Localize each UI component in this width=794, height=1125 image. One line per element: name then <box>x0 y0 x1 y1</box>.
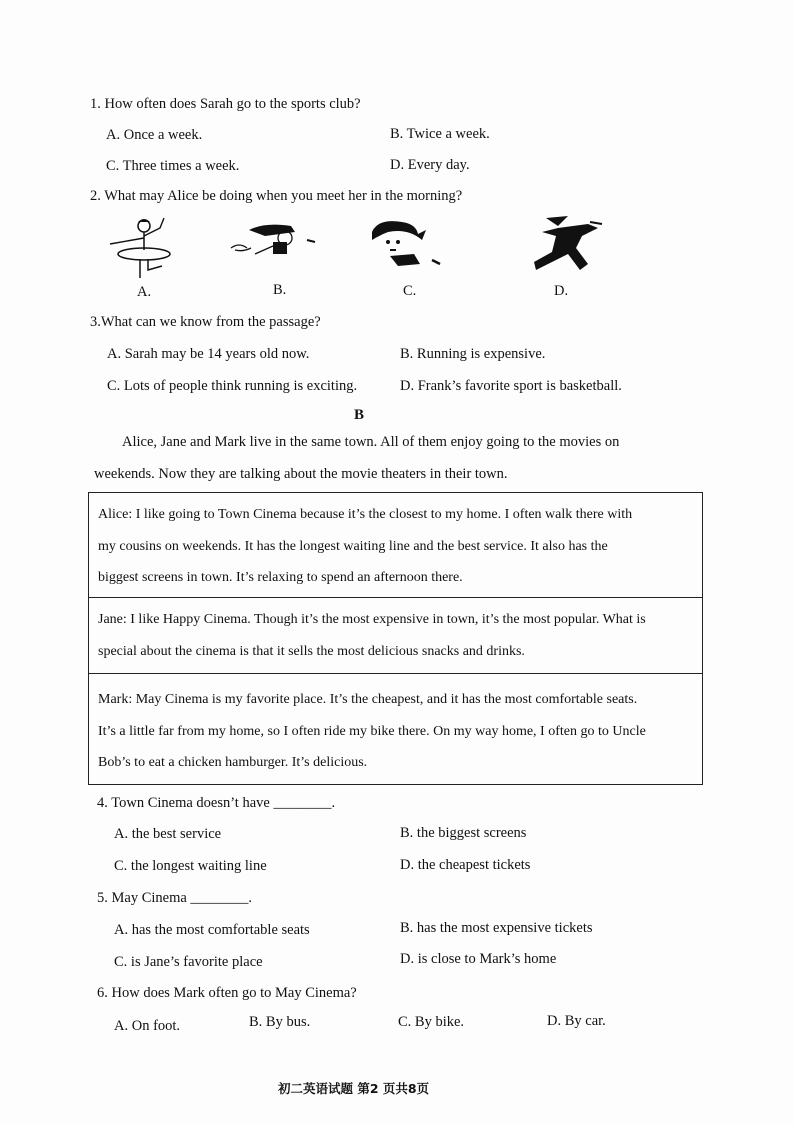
q2-picture-label-c: C. <box>403 283 417 299</box>
kung-fu-fighter-icon <box>528 214 608 274</box>
q6-option-c: C. By bike. <box>398 1014 465 1030</box>
question-text: May Cinema ________. <box>111 890 253 906</box>
q1-option-d: D. Every day. <box>390 157 470 173</box>
page-footer: 初二英语试题 第2 页共8页 <box>278 1081 430 1096</box>
question-5 <box>97 890 252 907</box>
intro-line-2: weekends. Now they are talking about the movie theaters in their town. <box>94 466 508 482</box>
question-number: 4. <box>97 795 108 811</box>
question-number: 3. <box>90 314 101 330</box>
mark-line: It’s a little far from my home, so I often ride my bike there. On my way home, I often go to Uncle <box>98 723 646 739</box>
q3-option-b: B. Running is expensive. <box>400 346 546 362</box>
mark-line: Mark: May Cinema is my favorite place. It’s the cheapest, and it has the most comfortable seats. <box>98 692 638 707</box>
intro-line-1: Alice, Jane and Mark live in the same town. All of them enjoy going to the movies on <box>122 434 620 450</box>
alice-line: Alice: I like going to Town Cinema because it’s the closest to my home. I often walk there with <box>98 507 633 522</box>
q2-picture-label-b: B. <box>273 282 287 298</box>
q1-option-a: A. Once a week. <box>106 127 203 143</box>
q5-option-b: B. has the most expensive tickets <box>400 920 593 936</box>
ballet-dancer-icon <box>104 216 184 280</box>
mark-box <box>88 673 703 785</box>
question-1 <box>90 96 361 113</box>
question-text: What may Alice be doing when you meet her in the morning? <box>104 188 463 204</box>
q6-option-d: D. By car. <box>547 1013 606 1029</box>
question-text: Town Cinema doesn’t have ________. <box>111 795 336 811</box>
jane-line: Jane: I like Happy Cinema. Though it’s the most expensive in town, it’s the most popular. What is <box>98 612 646 627</box>
q4-option-c: C. the longest waiting line <box>114 858 267 874</box>
q5-option-c: C. is Jane’s favorite place <box>114 954 263 970</box>
swimmer-icon <box>225 222 320 262</box>
q5-option-d: D. is close to Mark’s home <box>400 951 557 967</box>
q3-option-d: D. Frank’s favorite sport is basketball. <box>400 378 622 394</box>
q2-picture-label-d: D. <box>554 283 569 299</box>
q4-option-d: D. the cheapest tickets <box>400 857 531 873</box>
question-2 <box>90 188 462 205</box>
question-number: 5. <box>97 890 108 906</box>
girl-running-icon <box>368 218 453 268</box>
mark-line: Bob’s to eat a chicken hamburger. It’s delicious. <box>98 755 368 770</box>
q4-option-b: B. the biggest screens <box>400 825 527 841</box>
section-heading: B <box>354 407 365 423</box>
question-number: 1. <box>90 96 101 112</box>
jane-line: special about the cinema is that it sells the most delicious snacks and drinks. <box>98 643 525 659</box>
question-4 <box>97 795 335 812</box>
q6-option-a: A. On foot. <box>114 1018 181 1034</box>
q5-option-a: A. has the most comfortable seats <box>114 922 310 938</box>
question-text: How does Mark often go to May Cinema? <box>111 985 357 1001</box>
question-number: 6. <box>97 985 108 1001</box>
q1-option-c: C. Three times a week. <box>106 158 240 174</box>
q4-option-a: A. the best service <box>114 826 222 842</box>
q3-option-c: C. Lots of people think running is exciting. <box>107 378 358 394</box>
jane-box <box>88 597 703 674</box>
alice-line: my cousins on weekends. It has the longest waiting line and the best service. It also has the <box>98 538 608 554</box>
q3-option-a: A. Sarah may be 14 years old now. <box>107 346 310 362</box>
question-3 <box>90 314 321 331</box>
q2-picture-label-a: A. <box>137 284 152 300</box>
question-text: What can we know from the passage? <box>100 314 321 330</box>
question-6 <box>97 985 357 1002</box>
alice-box <box>88 492 703 598</box>
alice-line: biggest screens in town. It’s relaxing to spend an afternoon there. <box>98 570 463 585</box>
question-number: 2. <box>90 188 101 204</box>
q6-option-b: B. By bus. <box>249 1014 311 1030</box>
q1-option-b: B. Twice a week. <box>390 126 490 142</box>
question-text: How often does Sarah go to the sports club? <box>104 96 361 112</box>
